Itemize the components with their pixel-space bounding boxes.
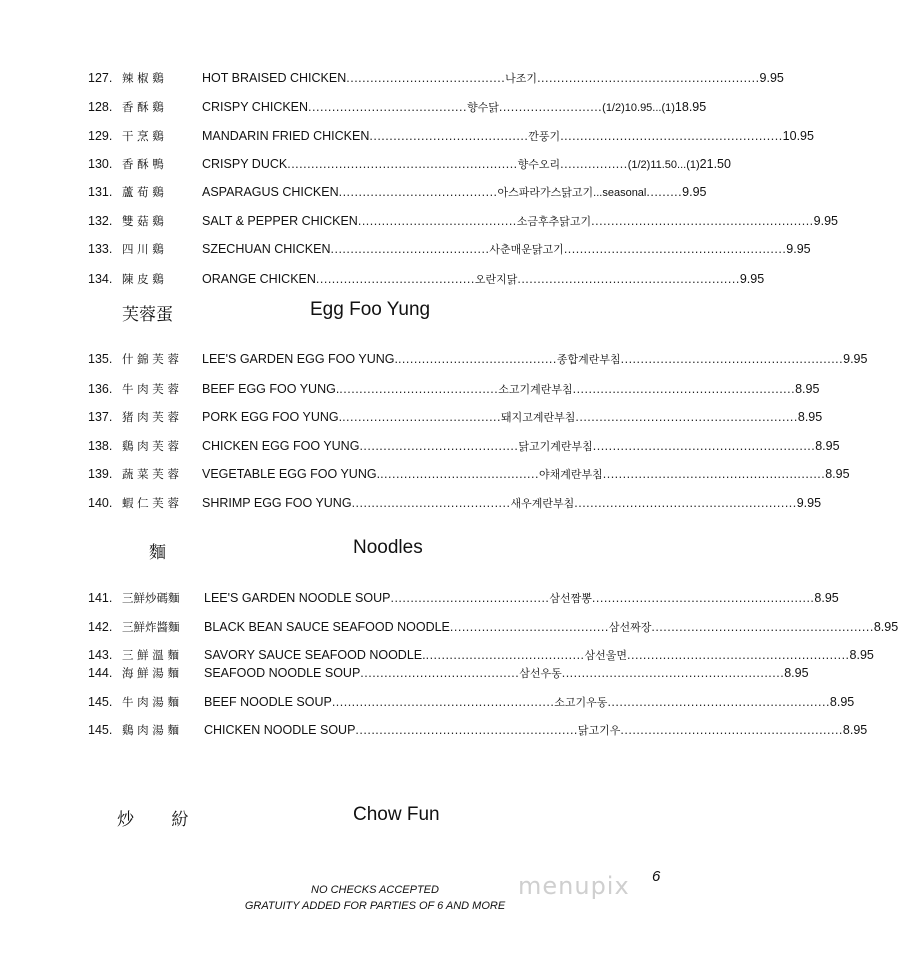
item-english-name: BLACK BEAN SAUCE SEAFOOD NOODLE — [204, 620, 450, 634]
item-number: 127. — [88, 71, 113, 85]
dot-leader: ........................................................ — [517, 272, 740, 286]
item-chinese-name: 鷄 肉 芙 蓉 — [122, 439, 179, 453]
item-number: 136. — [88, 382, 113, 396]
page-number: 6 — [652, 868, 661, 885]
item-english-name: CHICKEN EGG FOO YUNG — [202, 439, 360, 453]
item-english-name: HOT BRAISED CHICKEN — [202, 71, 347, 85]
dot-leader: ........................................ — [380, 467, 539, 481]
dot-leader: ........................................ — [315, 272, 475, 286]
dot-leader: ........................................................ — [574, 496, 797, 510]
menu-item-row — [88, 494, 822, 512]
dot-leader: ........................................ — [308, 100, 467, 114]
dot-leader: ........................................................ — [620, 723, 843, 737]
item-chinese-name: 三鮮炸醬麵 — [122, 620, 180, 634]
item-price: 8.95 — [797, 410, 823, 424]
item-price: 8.95 — [849, 648, 874, 662]
item-korean-name: 삼선우동 — [519, 667, 562, 680]
item-chinese-name: 海 鮮 湯 麵 — [122, 666, 179, 680]
menupix-watermark: menupix — [518, 872, 630, 900]
item-price: 9.95 — [739, 272, 765, 286]
item-number: 145. — [88, 723, 113, 737]
item-korean-name: 깐풍기 — [528, 130, 561, 143]
section-title-chinese: 芙蓉蛋 — [122, 305, 173, 325]
dot-leader: ........................................ — [357, 214, 517, 228]
item-english-name: BEEF NOODLE SOUP — [204, 695, 332, 709]
item-korean-name: 야채계란부침 — [538, 468, 603, 481]
dot-leader: ........................................................ — [591, 591, 815, 605]
dot-leader: .......................... — [498, 100, 603, 114]
dot-leader: ........................................ — [330, 242, 490, 256]
item-chinese-name: 蘆 荀 鷄 — [122, 185, 164, 199]
item-price: 8.95 — [795, 382, 820, 396]
item-english-name: ASPARAGUS CHICKEN — [202, 185, 339, 199]
item-number: 129. — [88, 129, 113, 143]
item-korean-name: 향수오리 — [517, 158, 561, 171]
dot-leader: ........................................ — [339, 382, 499, 396]
menu-item-row — [88, 618, 898, 636]
dot-leader: ........................................................ — [537, 71, 760, 85]
item-portion-note: (1/2)11.50...(1) — [627, 159, 700, 171]
item-price: 21.50 — [699, 157, 731, 171]
item-english-name: BEEF EGG FOO YUNG. — [202, 382, 340, 396]
item-chinese-name: 蔬 菜 芙 蓉 — [122, 467, 179, 481]
item-price: 8.95 — [814, 591, 839, 605]
menu-item-row — [88, 437, 840, 455]
item-chinese-name: 牛 肉 湯 麵 — [122, 695, 179, 709]
item-chinese-name: 猪 肉 芙 蓉 — [122, 410, 179, 424]
item-number: 143. — [88, 648, 113, 662]
dot-leader: ........................................................ — [331, 695, 555, 709]
item-price: 8.95 — [873, 620, 898, 634]
dot-leader: ........................................ — [390, 591, 550, 605]
menu-item-row — [88, 380, 820, 398]
section-title: Egg Foo Yung — [310, 299, 431, 320]
menu-item-row — [88, 465, 850, 483]
item-english-name: MANDARIN FRIED CHICKEN — [202, 129, 370, 143]
dot-leader: ........................................................ — [575, 410, 798, 424]
menu-item-row — [88, 589, 839, 607]
item-korean-name: 소고기우동 — [554, 696, 608, 709]
item-chinese-name: 蝦 仁 芙 蓉 — [122, 496, 179, 510]
dot-leader: ........................................................ — [607, 695, 830, 709]
item-korean-name: 닭고기우 — [577, 724, 621, 737]
dot-leader: ........................................ — [369, 129, 529, 143]
item-price: 9.95 — [786, 242, 811, 256]
item-number: 134. — [88, 272, 113, 286]
item-price: 8.95 — [784, 666, 809, 680]
menu-item-row — [88, 270, 765, 288]
item-chinese-name: 三鮮炒碼麵 — [122, 591, 180, 605]
item-english-name: LEE'S GARDEN EGG FOO YUNG. — [202, 352, 398, 366]
item-english-name: SAVORY SAUCE SEAFOOD NOODLE. — [204, 648, 426, 662]
menu-item-row — [88, 646, 874, 664]
item-chinese-name: 三 鮮 溫 麵 — [122, 648, 179, 662]
item-korean-name: 향수닭 — [466, 101, 499, 114]
dot-leader: ................. — [560, 157, 628, 171]
item-number: 141. — [88, 591, 113, 605]
item-english-name: ORANGE CHICKEN — [202, 272, 316, 286]
item-chinese-name: 干 烹 鷄 — [122, 129, 164, 143]
dot-leader: ........................................ — [425, 648, 585, 662]
dot-leader: ........................................................ — [592, 439, 816, 453]
item-korean-name: 오란지닭 — [474, 273, 518, 286]
item-english-name: CRISPY DUCK — [202, 157, 288, 171]
item-chinese-name: 香 酥 鷄 — [122, 100, 164, 114]
menu-item-row — [88, 721, 868, 739]
item-chinese-name: 鷄 肉 湯 麵 — [122, 723, 179, 737]
dot-leader: ........................................ — [351, 496, 511, 510]
item-price: 10.95 — [782, 129, 814, 143]
dot-leader: ........................................................ — [560, 129, 783, 143]
item-english-name: SEAFOOD NOODLE SOUP — [204, 666, 361, 680]
item-korean-name: 닭고기계란부침 — [518, 440, 593, 453]
item-korean-name: 사춘매운닭고기 — [489, 243, 564, 256]
item-english-name: LEE'S GARDEN NOODLE SOUP — [204, 591, 391, 605]
item-korean-name: 아스파라가스닭고기 — [497, 186, 594, 199]
item-korean-name: 삼선짜장 — [608, 621, 652, 634]
item-number: 142. — [88, 620, 113, 634]
dot-leader: ........................................ — [338, 185, 498, 199]
item-korean-name: 삼선울면 — [584, 649, 628, 662]
dot-leader: ........................................................ — [355, 723, 578, 737]
item-korean-name: 종합계란부침 — [556, 353, 621, 366]
section-title: Chow Fun — [353, 804, 440, 825]
dot-leader: .......................................................... — [287, 157, 518, 171]
item-english-name: SHRIMP EGG FOO YUNG — [202, 496, 352, 510]
dot-leader: ........................................ — [449, 620, 609, 634]
item-korean-name: 나조기 — [505, 72, 538, 85]
item-number: 132. — [88, 214, 113, 228]
item-price: 9.95 — [843, 352, 868, 366]
item-number: 139. — [88, 467, 113, 481]
item-price: 8.95 — [815, 439, 840, 453]
item-number: 130. — [88, 157, 113, 171]
dot-leader: ........................................................ — [651, 620, 874, 634]
dot-leader: ........................................................ — [627, 648, 850, 662]
item-korean-name: 새우계란부침 — [510, 497, 575, 510]
item-number: 138. — [88, 439, 113, 453]
footer-no-checks: NO CHECKS ACCEPTED — [311, 884, 439, 896]
footer-gratuity: GRATUITY ADDED FOR PARTIES OF 6 AND MORE — [244, 900, 506, 912]
item-korean-name: 삼선짬뽕 — [549, 592, 592, 605]
item-english-name: SALT & PEPPER CHICKEN — [202, 214, 358, 228]
item-english-name: PORK EGG FOO YUNG. — [202, 410, 343, 424]
item-chinese-name: 牛 肉 芙 蓉 — [122, 382, 179, 396]
item-korean-name: 소금후추닭고기 — [516, 215, 592, 228]
item-price: 8.95 — [829, 695, 855, 709]
item-english-name: CRISPY CHICKEN — [202, 100, 309, 114]
dot-leader: ........................................................ — [602, 467, 826, 481]
item-price: 9.95 — [682, 185, 707, 199]
item-english-name: SZECHUAN CHICKEN — [202, 242, 331, 256]
menu-item-row — [88, 350, 868, 368]
item-korean-name: 돼지고계란부침 — [501, 411, 576, 424]
menu-item-row — [88, 240, 811, 258]
item-chinese-name: 雙 菇 鷄 — [122, 214, 164, 228]
menu-item-row — [88, 212, 838, 230]
dot-leader: ........................................ — [359, 439, 519, 453]
item-chinese-name: 香 酥 鴨 — [122, 157, 164, 171]
item-chinese-name: 陳 皮 鷄 — [122, 272, 164, 286]
dot-leader: ........................................................ — [561, 666, 785, 680]
dot-leader: ........................................................ — [620, 352, 844, 366]
item-number: 131. — [88, 185, 113, 199]
item-price: 18.95 — [674, 100, 707, 114]
item-number: 135. — [88, 352, 113, 366]
dot-leader: ........................................ — [342, 410, 501, 424]
dot-leader: ........................................................ — [572, 382, 796, 396]
item-price: 9.95 — [796, 496, 822, 510]
menu-item-row — [88, 127, 814, 145]
menu-item-row — [88, 664, 809, 682]
item-chinese-name: 四 川 鷄 — [122, 242, 164, 256]
item-english-name: CHICKEN NOODLE SOUP — [204, 723, 356, 737]
item-number: 137. — [88, 410, 113, 424]
item-price: 9.95 — [813, 214, 838, 228]
item-korean-name: 소고기계란부침 — [498, 383, 573, 396]
menu-item-row — [88, 69, 784, 87]
item-price: 9.95 — [759, 71, 784, 85]
item-english-name: VEGETABLE EGG FOO YUNG. — [202, 467, 381, 481]
section-title-chinese: 麵 — [149, 543, 166, 563]
dot-leader: ......... — [646, 185, 683, 199]
dot-leader: ........................................................ — [591, 214, 814, 228]
menu-item-row — [88, 183, 707, 201]
item-price: 8.95 — [842, 723, 868, 737]
menu-item-row — [88, 155, 731, 173]
menu-item-row — [88, 408, 823, 426]
item-number: 140. — [88, 496, 113, 510]
item-season-note: ...seasonal — [593, 187, 647, 199]
item-number: 128. — [88, 100, 113, 114]
item-chinese-name: 什 錦 芙 蓉 — [122, 352, 179, 366]
section-title-chinese: 炒 紛 — [117, 810, 189, 830]
menu-item-row — [88, 693, 855, 711]
menu-item-row — [88, 98, 707, 116]
dot-leader: ........................................................ — [563, 242, 787, 256]
dot-leader: ........................................ — [397, 352, 557, 366]
item-number: 145. — [88, 695, 113, 709]
dot-leader: ........................................ — [346, 71, 506, 85]
item-number: 144. — [88, 666, 113, 680]
item-chinese-name: 辣 椒 鷄 — [122, 71, 164, 85]
item-price: 8.95 — [825, 467, 850, 481]
dot-leader: ........................................ — [360, 666, 520, 680]
section-title: Noodles — [353, 537, 423, 558]
item-number: 133. — [88, 242, 113, 256]
item-portion-note: (1/2)10.95...(1) — [602, 102, 675, 114]
